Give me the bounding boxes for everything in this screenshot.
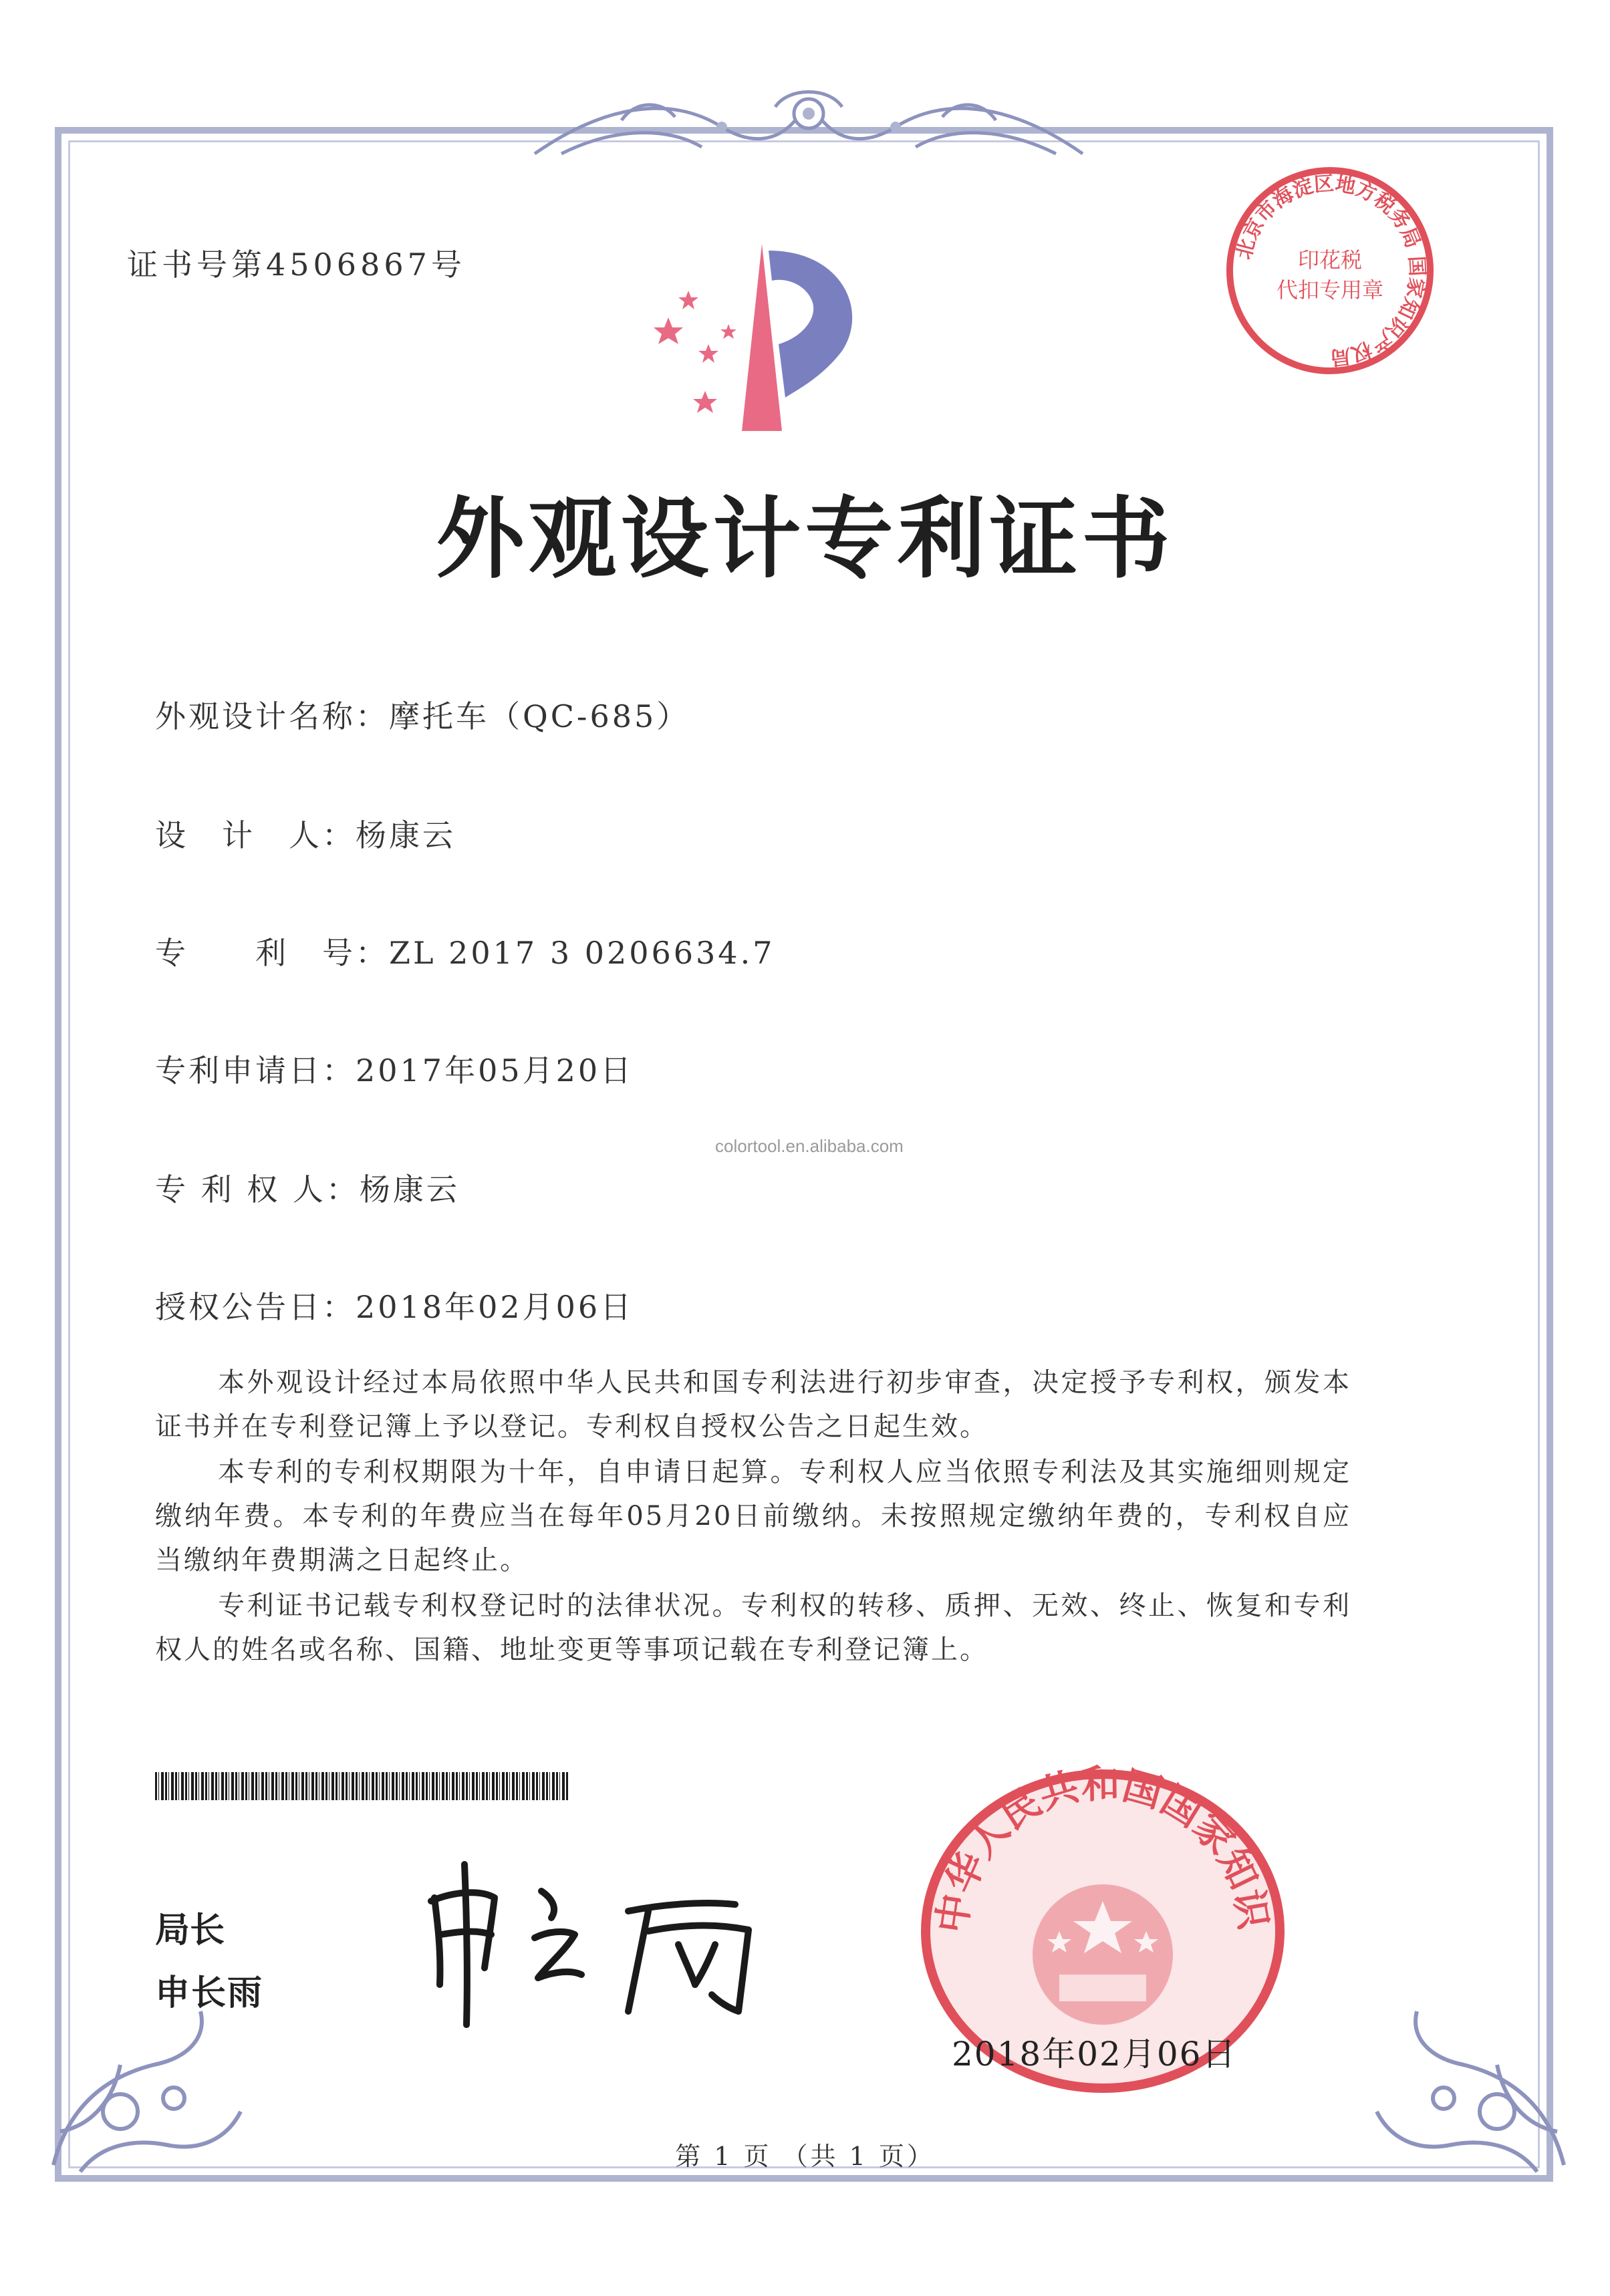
field-label: 专利申请日： (155, 1052, 356, 1089)
field-label: 外观设计名称： (155, 698, 389, 734)
field-label: 专 利 号： (155, 935, 389, 971)
signatory-name: 申长雨 (155, 1973, 264, 2013)
certificate-number: 证书号第4506867号 (127, 247, 466, 283)
field-label: 设 计 人： (155, 817, 356, 853)
field-value: 摩托车（QC-685） (389, 698, 690, 734)
tax-stamp-line1: 印花税 (1297, 247, 1363, 273)
top-ornament-icon (521, 80, 1096, 174)
seal-ring-text: 中华人民共和国国家知识产权局 (896, 1718, 1277, 1936)
tax-stamp-ring-text: 北京市海淀区地方税务局 国家知识产权局 (1232, 172, 1429, 370)
body-paragraph: 本专利的专利权期限为十年，自申请日起算。专利权人应当依照专利法及其实施细则规定缴纳年费。本专利的年费应当在每年05月20日前缴纳。未按照规定缴纳年费的，专利权自应当缴纳年费期满之日起终止。 (155, 1457, 1351, 1576)
field-value: 杨康云 (356, 817, 456, 853)
field-label: 专 利 权 人： (155, 1171, 360, 1207)
tax-stamp-icon (1223, 164, 1437, 378)
field-patentee (155, 1165, 460, 1209)
tax-stamp-line2: 代扣专用章 (1276, 277, 1384, 303)
certificate-title: 外观设计专利证书 (436, 487, 1174, 591)
body-paragraph: 本外观设计经过本局依照中华人民共和国专利法进行初步审查，决定授予专利权，颁发本证书并在专利登记簿上予以登记。专利权自授权公告之日起生效。 (155, 1367, 1351, 1442)
page-number: 第 1 页 （共 1 页） (675, 2142, 935, 2171)
body-paragraph: 专利证书记载专利权登记时的法律状况。专利权的转移、质押、无效、终止、恢复和专利权人的姓名或名称、国籍、地址变更等事项记载在专利登记簿上。 (155, 1590, 1351, 1665)
handwritten-signature-icon (414, 1851, 789, 2038)
cnipa-logo-icon (642, 237, 896, 451)
field-grant-date (155, 1283, 634, 1327)
field-label: 授权公告日： (155, 1289, 356, 1325)
field-design-name (155, 692, 690, 736)
field-value: 2017年05月20日 (356, 1052, 634, 1089)
field-value: ZL 2017 3 0206634.7 (389, 935, 775, 971)
field-designer (155, 811, 456, 855)
field-application-date (155, 1046, 634, 1091)
signatory-role: 局长 (155, 1910, 225, 1951)
seal-date: 2018年02月06日 (952, 2035, 1237, 2073)
barcode (155, 1772, 569, 1800)
field-value: 杨康云 (359, 1171, 460, 1207)
field-value: 2018年02月06日 (356, 1289, 634, 1325)
watermark-text: colortool.en.alibaba.com (715, 1136, 904, 1156)
field-patent-number (155, 929, 775, 973)
